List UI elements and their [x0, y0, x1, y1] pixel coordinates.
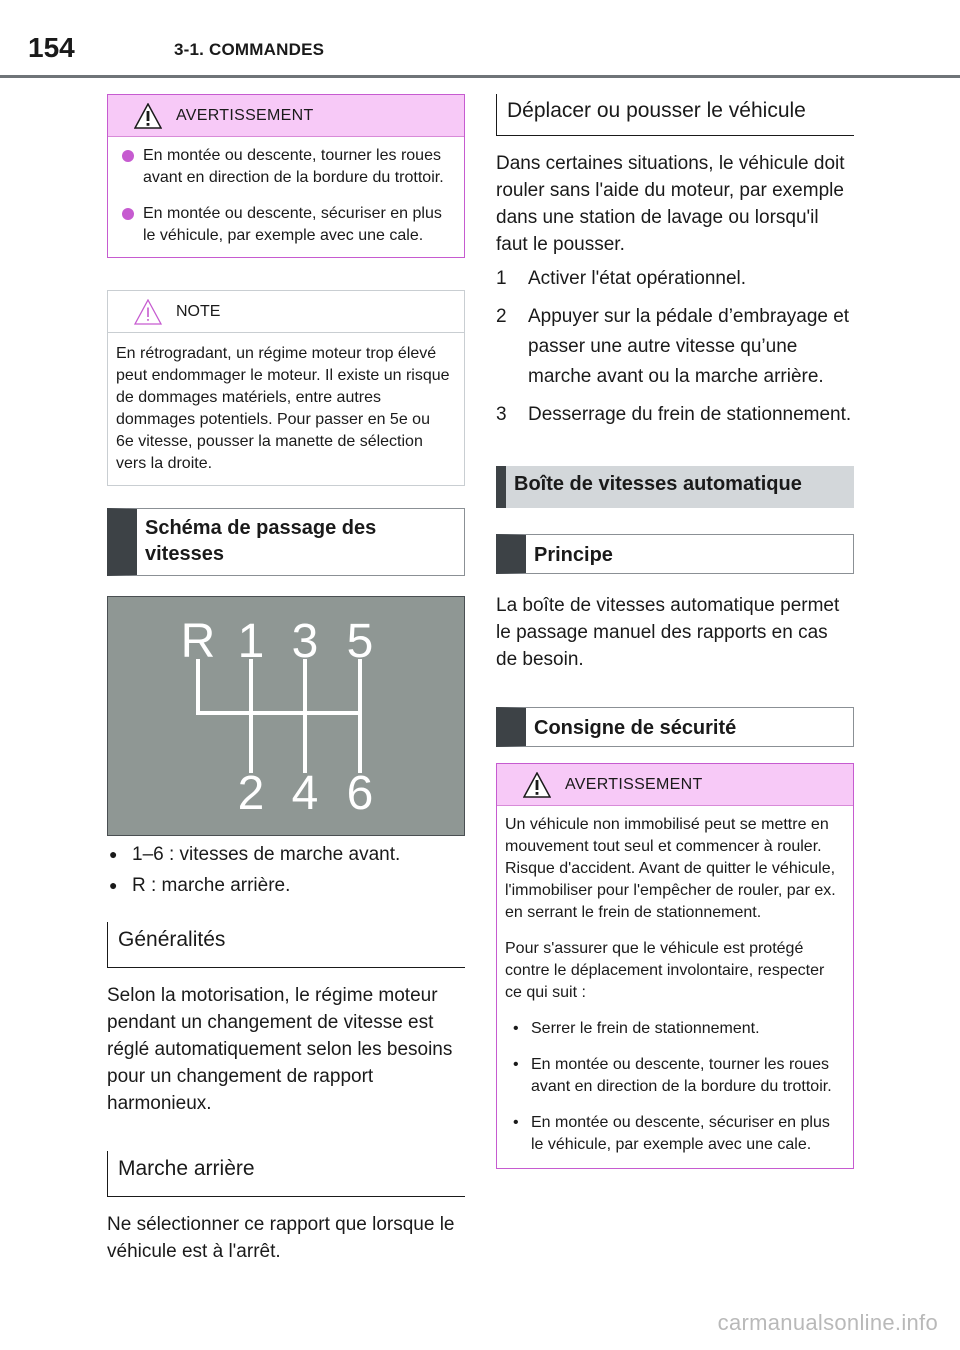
- gear-shift-pattern: [108, 597, 463, 834]
- principle-text: La boîte de vitesses automatique permet le passage manuel des rapports en cas de besoin.: [496, 595, 840, 670]
- gear-label-1: 1: [237, 615, 265, 668]
- section-heading-reverse: Marche arrière: [107, 1151, 465, 1197]
- warning-bullet: • Serrer le frein de stationnement.: [513, 1020, 760, 1037]
- step-number: 3: [496, 404, 507, 425]
- section-heading-safety: Consigne de sécurité: [496, 707, 854, 747]
- gear-label-2: 2: [237, 767, 265, 820]
- header-divider: [0, 75, 960, 78]
- reverse-text: Ne sélectionner ce rapport que lorsque le véhicule est à l'arrêt.: [107, 1214, 455, 1262]
- legend-item: ● R : marche arrière.: [109, 875, 291, 896]
- warning-item: En montée ou descente, sécuriser en plus le véhicule, par exemple avec une cale.: [118, 203, 446, 247]
- step-item: 3 Desserrage du frein de stationnement.: [496, 400, 854, 430]
- page-header: [0, 0, 960, 80]
- warning-title: AVERTISSEMENT: [565, 776, 703, 793]
- gear-shift-diagram: [107, 596, 465, 836]
- right-column: [496, 94, 854, 1201]
- section-heading-shift-pattern: Schéma de passage des vitesses: [107, 508, 465, 576]
- warning-paragraph: Pour s'assurer que le véhicule est protégé contre le déplacement involontaire, respecter ce qui suit :: [505, 940, 825, 1001]
- step-item: 2 Appuyer sur la pédale d’embrayage et passer une autre vitesse qu’une marche avant ou la marche arrière.: [496, 302, 854, 392]
- step-number: 2: [496, 306, 507, 327]
- warning-bullet: • En montée ou descente, tourner les roues avant en direction de la bordure du trottoir.: [513, 1056, 832, 1095]
- warning-header: [497, 764, 853, 806]
- warning-box: [107, 94, 465, 258]
- note-title: NOTE: [176, 303, 221, 320]
- bullet-dot-icon: [122, 150, 134, 162]
- legend-item: ● 1–6 : vitesses de marche avant.: [109, 844, 401, 865]
- warning-body: [108, 137, 464, 257]
- warning-paragraph: Un véhicule non immobilisé peut se mettre en mouvement tout seul et commencer à rouler. Risque d'accident. Avant de quitter le véhicule, l'immobiliser pour l'empêcher de rouler, par ex. en serrant le frein de stationnement.: [505, 816, 836, 921]
- section-heading-principle: Principe: [496, 534, 854, 574]
- watermark: carmanualsonline.info: [717, 1310, 938, 1335]
- gear-label-3: 3: [291, 615, 319, 668]
- caution-triangle-icon: [134, 299, 162, 325]
- gear-label-5: 5: [346, 615, 374, 668]
- warning-triangle-icon: [134, 103, 162, 129]
- warning-item: En montée ou descente, tourner les roues avant en direction de la bordure du trottoir.: [118, 145, 446, 189]
- warning-title: AVERTISSEMENT: [176, 107, 314, 124]
- warning-header: [108, 95, 464, 137]
- page-number: 154: [28, 32, 75, 63]
- left-column: [107, 94, 465, 1265]
- bullet-dot-icon: ●: [109, 846, 118, 862]
- warning-bullet: • En montée ou descente, sécuriser en plus le véhicule, par exemple avec une cale.: [513, 1114, 830, 1153]
- gear-label-6: 6: [346, 767, 374, 820]
- step-item: 1 Activer l'état opérationnel.: [496, 264, 854, 294]
- section-heading-general: Généralités: [107, 922, 465, 968]
- warning-box: [496, 763, 854, 1169]
- move-text: Dans certaines situations, le véhicule doit rouler sans l'aide du moteur, par exemple dans une station de lavage ou lorsqu'il faut le pousser.: [496, 153, 845, 255]
- section-heading-automatic: Boîte de vitesses automatique: [496, 466, 854, 508]
- note-text: En rétrogradant, un régime moteur trop élevé peut endommager le moteur. Il existe un risque de dommages matériels, entre autres dommages potentiels. Pour passer en 5e ou 6e vitesse, pousser la manette de sélection vers la droite.: [116, 345, 450, 472]
- warning-body: [497, 806, 853, 1168]
- step-number: 1: [496, 268, 507, 289]
- bullet-dot-icon: ●: [109, 877, 118, 893]
- gear-label-r: R: [180, 615, 216, 668]
- note-box: [107, 290, 465, 486]
- chapter-title: 3-1. COMMANDES: [174, 40, 325, 59]
- bullet-dot-icon: [122, 208, 134, 220]
- section-heading-move-vehicle: Déplacer ou pousser le véhicule: [496, 94, 854, 136]
- note-header: [108, 291, 464, 333]
- gear-label-4: 4: [291, 767, 319, 820]
- warning-triangle-icon: [523, 772, 551, 798]
- general-text: Selon la motorisation, le régime moteur pendant un changement de vitesse est réglé automatiquement selon les besoins pour un changement de rapport harmonieux.: [107, 985, 453, 1114]
